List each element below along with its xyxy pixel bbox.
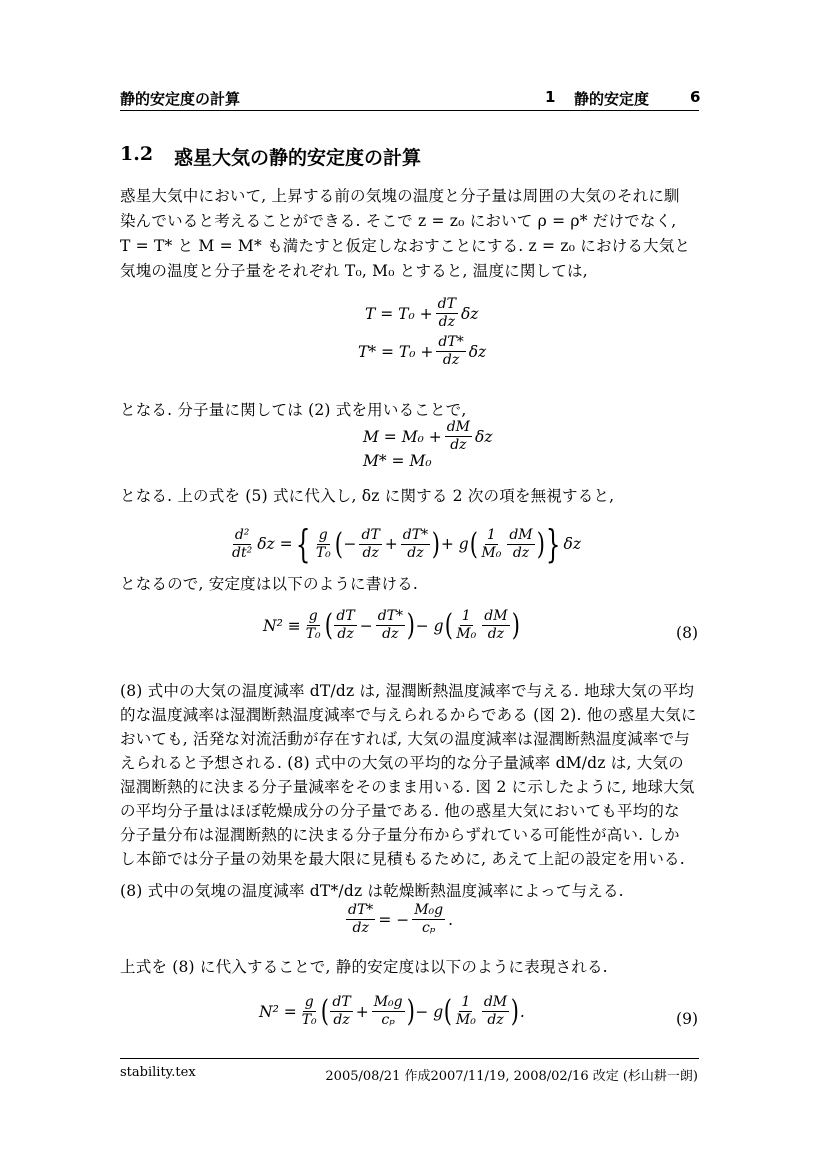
text-line: (8) 式中の気塊の温度減率 dT*/dz は乾燥断熱温度減率によって与える. bbox=[120, 882, 624, 900]
section-number: 1.2 bbox=[120, 143, 154, 165]
footer-dates: 2005/08/21 作成2007/11/19, 2008/02/16 改定 (杉山耕一朗) bbox=[325, 1069, 698, 1084]
math-term: − g bbox=[415, 1002, 444, 1021]
page-number: 6 bbox=[690, 88, 701, 106]
equation-M-star bbox=[362, 452, 433, 470]
fraction-numerator: g bbox=[318, 526, 328, 543]
fraction-numerator: g bbox=[308, 608, 318, 624]
math-term: δz bbox=[468, 342, 487, 361]
fraction bbox=[330, 994, 352, 1029]
equation-8 bbox=[262, 608, 519, 643]
text-line: となる. 上の式を (5) 式に代入し, δz に関する 2 次の項を無視すると, bbox=[120, 487, 615, 505]
brace: { bbox=[295, 522, 310, 566]
fraction-numerator: d² bbox=[234, 526, 250, 543]
fraction-numerator: dT* bbox=[348, 902, 374, 918]
parenthesis: ) bbox=[510, 994, 520, 1029]
fraction-numerator: dT* bbox=[438, 334, 464, 350]
fraction bbox=[454, 994, 478, 1029]
math-term: + bbox=[355, 1002, 369, 1021]
fraction-denominator: T₀ bbox=[305, 626, 321, 642]
paragraph-line: (8) 式中の大気の温度減率 dT/dz は, 湿潤断熱温度減率で与える. 地球大気の平均 bbox=[120, 682, 695, 700]
math-term: δz bbox=[475, 427, 493, 446]
fraction-numerator: M₀g bbox=[414, 902, 444, 918]
fraction-denominator: dz bbox=[487, 1012, 504, 1028]
fraction bbox=[300, 994, 319, 1029]
fraction bbox=[401, 527, 430, 562]
fraction-denominator: dz bbox=[438, 314, 455, 330]
fraction bbox=[346, 902, 375, 937]
fraction-denominator: dz bbox=[450, 437, 467, 453]
parenthesis: ( bbox=[324, 608, 333, 643]
fraction-numerator: 1 bbox=[461, 994, 471, 1010]
fraction-denominator: M₀ bbox=[481, 544, 502, 561]
paragraph-line: 湿潤断熱的に決まる分子量減率をそのまま用いる. 図 2 に示したように, 地球大気 bbox=[120, 778, 695, 796]
parenthesis: ) bbox=[431, 526, 441, 562]
running-header-left: 静的安定度の計算 bbox=[120, 90, 241, 108]
fraction bbox=[436, 296, 458, 331]
header-rule bbox=[120, 110, 699, 111]
fraction-denominator: cₚ bbox=[381, 1012, 395, 1028]
fraction bbox=[454, 608, 478, 643]
footer-rule bbox=[120, 1058, 699, 1059]
equation-M bbox=[362, 419, 494, 454]
equation-T-star bbox=[357, 334, 487, 369]
fraction bbox=[507, 527, 534, 562]
parenthesis: ( bbox=[443, 994, 453, 1029]
fraction bbox=[334, 608, 356, 643]
fraction-denominator: dz bbox=[352, 920, 369, 936]
parenthesis: ) bbox=[406, 994, 415, 1029]
fraction-numerator: dM bbox=[509, 526, 533, 543]
fraction-denominator: dz bbox=[337, 626, 354, 642]
fraction bbox=[445, 419, 472, 454]
math-term: = − bbox=[378, 910, 410, 929]
math-term: + g bbox=[440, 535, 469, 553]
paragraph-line: 的な温度減率は湿潤断熱温度減率で与えられるからである (図 2). 他の惑星大気に bbox=[120, 706, 697, 724]
fraction-numerator: dT* bbox=[402, 526, 429, 543]
parenthesis: ) bbox=[406, 608, 415, 643]
math-term: . bbox=[519, 1002, 525, 1021]
math-term: N² ≡ bbox=[263, 616, 301, 635]
fraction-denominator: cₚ bbox=[421, 920, 436, 936]
fraction bbox=[479, 527, 503, 562]
equation-dry-lapse bbox=[344, 902, 454, 937]
paragraph-line: おいても, 活発な対流活動が存在すれば, 大気の温度減率は湿潤断熱温度減率で与 bbox=[120, 730, 691, 748]
fraction-denominator: dz bbox=[442, 352, 460, 368]
fraction-numerator: dM bbox=[484, 608, 508, 624]
paragraph-line: 気塊の温度と分子量をそれぞれ T₀, M₀ とすると, 温度に関しては, bbox=[120, 262, 588, 280]
paragraph-line: 惑星大気中において, 上昇する前の気塊の温度と分子量は周囲の大気のそれに馴 bbox=[120, 187, 680, 205]
equation-9 bbox=[258, 994, 526, 1029]
paragraph-line: えられると予想される. (8) 式中の大気の平均的な分子量減率 dM/dz は, 大気の bbox=[120, 754, 684, 772]
math-term: M = M₀ + bbox=[363, 427, 442, 446]
fraction bbox=[359, 527, 381, 562]
paragraph-line: し本節では分子量の効果を最大限に見積もるために, あえて上記の設定を用いる. bbox=[120, 850, 685, 868]
math-term: T = T₀ + bbox=[365, 304, 433, 323]
fraction-denominator: dz bbox=[512, 544, 530, 561]
math-term: + bbox=[384, 535, 398, 553]
math-term: N² = bbox=[259, 1002, 297, 1021]
fraction-denominator: M₀ bbox=[456, 626, 477, 642]
fraction-denominator: dz bbox=[407, 544, 424, 561]
fraction-numerator: dM bbox=[483, 994, 508, 1010]
fraction-numerator: M₀g bbox=[373, 994, 403, 1010]
fraction-denominator: dz bbox=[362, 544, 379, 561]
section-title: 惑星大気の静的安定度の計算 bbox=[174, 147, 422, 169]
fraction-denominator: dz bbox=[382, 626, 399, 642]
fraction-numerator: dT* bbox=[377, 608, 403, 624]
paragraph-line: T = T* と M = M* も満たすと仮定しなおすことにする. z = z₀ における大気と bbox=[120, 237, 691, 255]
fraction bbox=[482, 994, 509, 1029]
text-line: となるので, 安定度は以下のように書ける. bbox=[120, 575, 418, 593]
math-term: M* = M₀ bbox=[363, 452, 432, 470]
equation-T bbox=[364, 296, 479, 331]
paragraph-line: の平均分子量はほぼ乾燥成分の分子量である. 他の惑星大気においても平均的な bbox=[120, 802, 680, 820]
math-term: T* = T₀ + bbox=[358, 342, 434, 361]
fraction bbox=[230, 527, 254, 562]
fraction-numerator: dT bbox=[336, 608, 355, 624]
fraction-numerator: g bbox=[304, 994, 314, 1010]
fraction bbox=[372, 994, 405, 1029]
fraction-denominator: M₀ bbox=[455, 1012, 476, 1028]
math-term: . bbox=[448, 910, 454, 929]
text-line: となる. 分子量に関しては (2) 式を用いることで, bbox=[120, 401, 467, 419]
math-term: δz bbox=[460, 304, 479, 323]
running-header-section-number: 1 bbox=[545, 88, 556, 106]
fraction-denominator: T₀ bbox=[301, 1012, 317, 1028]
parenthesis: ) bbox=[511, 608, 520, 643]
math-term: − g bbox=[415, 616, 444, 635]
parenthesis: ( bbox=[320, 994, 329, 1029]
math-term: − bbox=[343, 535, 357, 553]
running-header-section-title: 静的安定度 bbox=[574, 90, 650, 108]
fraction bbox=[314, 527, 333, 562]
parenthesis: ( bbox=[469, 526, 478, 562]
equation-number-8: (8) bbox=[676, 624, 698, 642]
fraction-denominator: dt² bbox=[232, 544, 253, 561]
fraction-numerator: dT bbox=[332, 994, 351, 1010]
math-term: − bbox=[359, 616, 373, 635]
paragraph-line: 分子量分布は湿潤断熱的に決まる分子量分布からずれている可能性が高い. しか bbox=[120, 826, 680, 844]
parenthesis: ( bbox=[334, 526, 343, 562]
fraction-denominator: dz bbox=[333, 1012, 350, 1028]
fraction bbox=[436, 334, 465, 369]
equation-number-9: (9) bbox=[676, 1010, 698, 1028]
footer-filename: stability.tex bbox=[120, 1065, 196, 1080]
math-term: δz = bbox=[257, 535, 293, 553]
fraction bbox=[304, 608, 323, 643]
fraction-denominator: T₀ bbox=[315, 544, 331, 561]
fraction-numerator: 1 bbox=[486, 526, 496, 543]
text-line: 上式を (8) に代入することで, 静的安定度は以下のように表現される. bbox=[120, 958, 608, 976]
equation-perturbation bbox=[228, 522, 582, 566]
fraction-numerator: 1 bbox=[461, 608, 471, 624]
fraction bbox=[376, 608, 405, 643]
fraction bbox=[412, 902, 445, 937]
parenthesis: ) bbox=[536, 526, 545, 562]
brace: } bbox=[546, 522, 561, 566]
fraction-denominator: dz bbox=[487, 626, 505, 642]
fraction-numerator: dM bbox=[446, 419, 471, 435]
fraction-numerator: dT bbox=[361, 526, 380, 543]
fraction bbox=[482, 608, 509, 643]
fraction-numerator: dT bbox=[437, 296, 456, 312]
parenthesis: ( bbox=[444, 608, 453, 643]
math-term: δz bbox=[563, 535, 582, 553]
paragraph-line: 染んでいると考えることができる. そこで z = z₀ において ρ = ρ* だけでなく, bbox=[120, 212, 677, 230]
